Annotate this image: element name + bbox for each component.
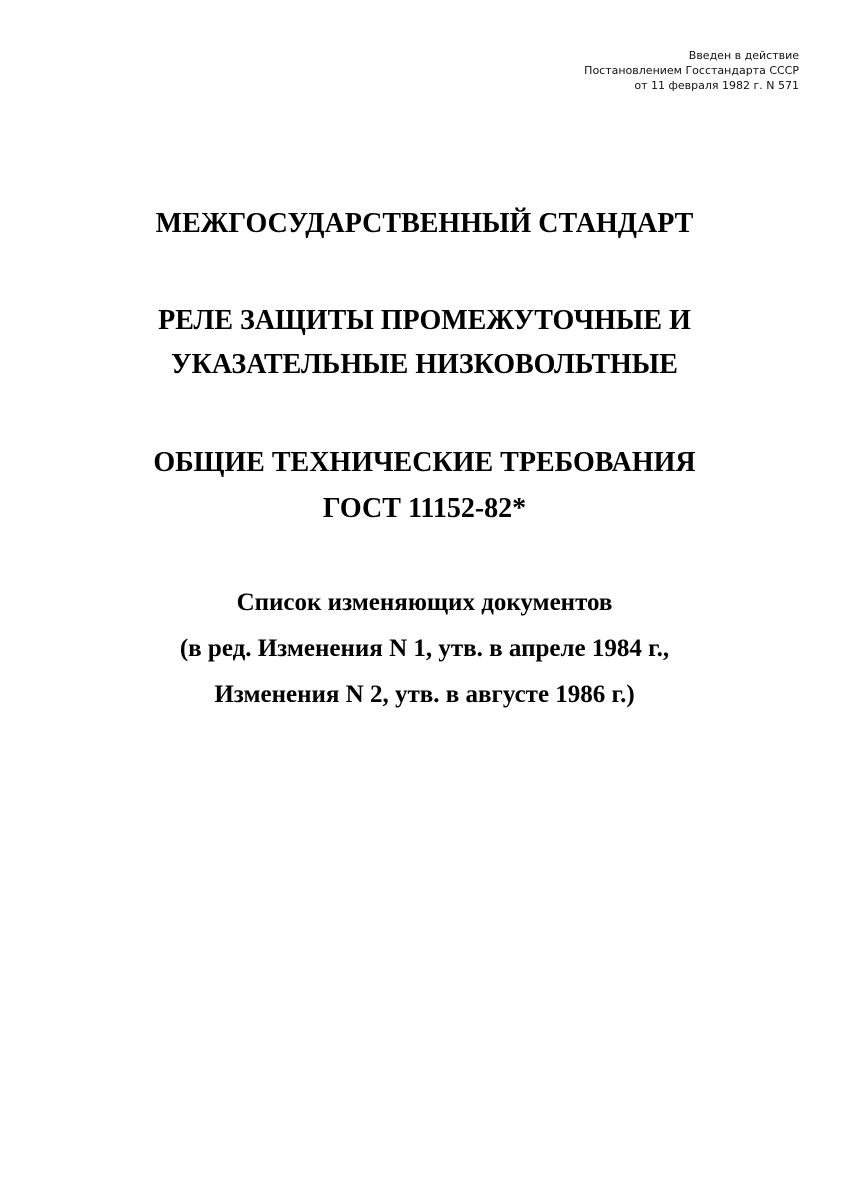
- enactment-note-line: от 11 февраля 1982 г. N 571: [634, 79, 799, 92]
- changes-list: [0, 580, 849, 718]
- document-subject-title: [0, 299, 849, 387]
- change-reference-line: Изменения N 2, утв. в августе 1986 г.): [214, 681, 635, 708]
- subject-title-line: УКАЗАТЕЛЬНЫЕ НИЗКОВОЛЬТНЫЕ: [171, 349, 678, 380]
- enactment-note-line: Постановлением Госстандарта СССР: [584, 64, 799, 77]
- requirements-title: [0, 440, 849, 532]
- standard-type-title: [0, 204, 849, 244]
- subject-title-line: РЕЛЕ ЗАЩИТЫ ПРОМЕЖУТОЧНЫЕ И: [158, 305, 691, 336]
- enactment-note: [479, 48, 799, 93]
- change-reference-line: (в ред. Изменения N 1, утв. в апреле 1984 г.,: [179, 635, 670, 662]
- standard-code: ГОСТ 11152-82*: [322, 493, 527, 524]
- changes-list-heading: Список изменяющих документов: [236, 589, 613, 616]
- requirements-title-line: ОБЩИЕ ТЕХНИЧЕСКИЕ ТРЕБОВАНИЯ: [153, 447, 696, 478]
- enactment-note-line: Введен в действие: [688, 49, 799, 62]
- standard-type-title-text: МЕЖГОСУДАРСТВЕННЫЙ СТАНДАРТ: [155, 208, 694, 239]
